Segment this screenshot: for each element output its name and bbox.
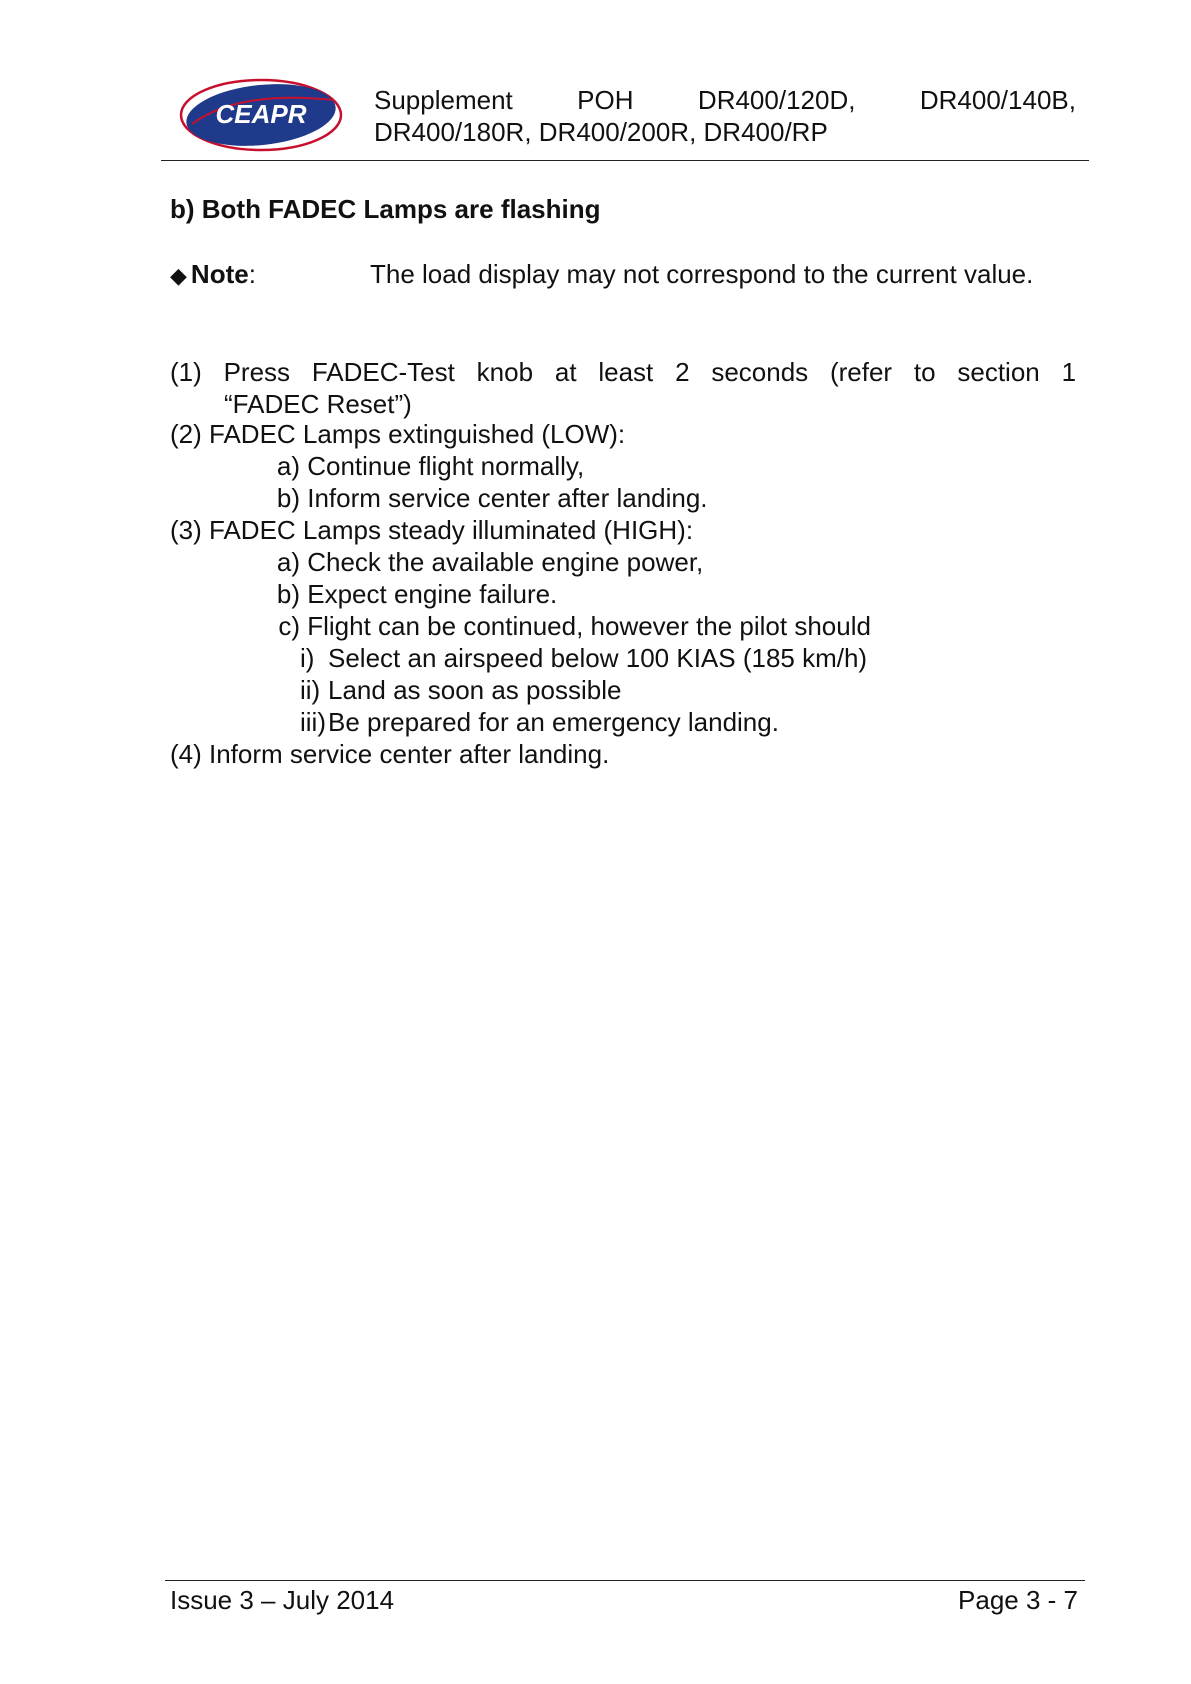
step-3: (3) FADEC Lamps steady illuminated (HIGH): <box>170 515 694 545</box>
list-item <box>262 482 708 514</box>
list-marker: c) <box>278 611 300 641</box>
step-1-word: Press <box>223 357 291 387</box>
list-item <box>262 578 557 610</box>
header-word: POH <box>577 85 634 115</box>
list-text: Inform service center after landing. <box>307 483 708 513</box>
ceapr-logo <box>178 76 344 154</box>
footer-page-number: Page 3 - 7 <box>958 1585 1078 1615</box>
step-2: (2) FADEC Lamps extinguished (LOW): <box>170 419 626 449</box>
sub-list-marker: iii) <box>300 707 326 737</box>
step-1-word: 2 <box>675 357 690 387</box>
step-1-continuation: “FADEC Reset”) <box>224 389 412 419</box>
step-1-word: at <box>554 357 577 387</box>
sub-list-marker: ii) <box>300 675 321 705</box>
list-marker: b) <box>276 579 300 609</box>
note-label-text: Note <box>190 259 249 289</box>
list-marker: b) <box>276 483 300 513</box>
list-text: Continue flight normally, <box>307 451 585 481</box>
list-text: Expect engine failure. <box>307 579 558 609</box>
list-marker: a) <box>276 451 300 481</box>
list-marker: a) <box>276 547 300 577</box>
sub-list-marker: i) <box>300 643 315 673</box>
header-title-line2: DR400/180R, DR400/200R, DR400/RP <box>374 117 828 147</box>
note-label <box>170 258 256 292</box>
header-title-line1 <box>374 84 1076 116</box>
step-1 <box>170 356 1076 388</box>
list-item <box>262 450 584 482</box>
header-word: Supplement <box>374 85 513 115</box>
list-item <box>262 610 871 642</box>
footer-divider <box>165 1580 1085 1581</box>
sub-list-item <box>300 642 867 674</box>
section-title: b) Both FADEC Lamps are flashing <box>170 194 601 224</box>
sub-list-item <box>300 674 621 706</box>
step-1-word: section <box>957 357 1040 387</box>
note-colon: : <box>248 259 256 289</box>
sub-list-item <box>300 706 779 738</box>
header-word: DR400/140B, <box>919 85 1076 115</box>
step-1-word: to <box>913 357 936 387</box>
step-4: (4) Inform service center after landing. <box>170 739 610 769</box>
step-1-word: 1 <box>1061 357 1077 387</box>
step-1-word: (1) <box>170 357 202 387</box>
step-1-word: FADEC-Test <box>311 357 455 387</box>
logo-wordmark: CEAPR <box>215 99 307 129</box>
step-1-word: knob <box>476 357 534 387</box>
sub-list-text: Land as soon as possible <box>328 675 622 705</box>
note-text: The load display may not correspond to the current value. <box>370 259 1034 289</box>
list-item <box>262 546 703 578</box>
list-text: Flight can be continued, however the pilot should <box>307 611 871 641</box>
step-1-word: (refer <box>829 357 893 387</box>
footer-issue: Issue 3 – July 2014 <box>170 1585 395 1615</box>
sub-list-text: Select an airspeed below 100 KIAS (185 km/h) <box>328 643 868 673</box>
step-1-word: least <box>598 357 654 387</box>
header-divider <box>161 160 1089 161</box>
header-word: DR400/120D, <box>697 85 856 115</box>
list-text: Check the available engine power, <box>307 547 704 577</box>
diamond-bullet-icon: ◆ <box>170 263 187 288</box>
step-1-word: seconds <box>711 357 809 387</box>
sub-list-text: Be prepared for an emergency landing. <box>328 707 779 737</box>
